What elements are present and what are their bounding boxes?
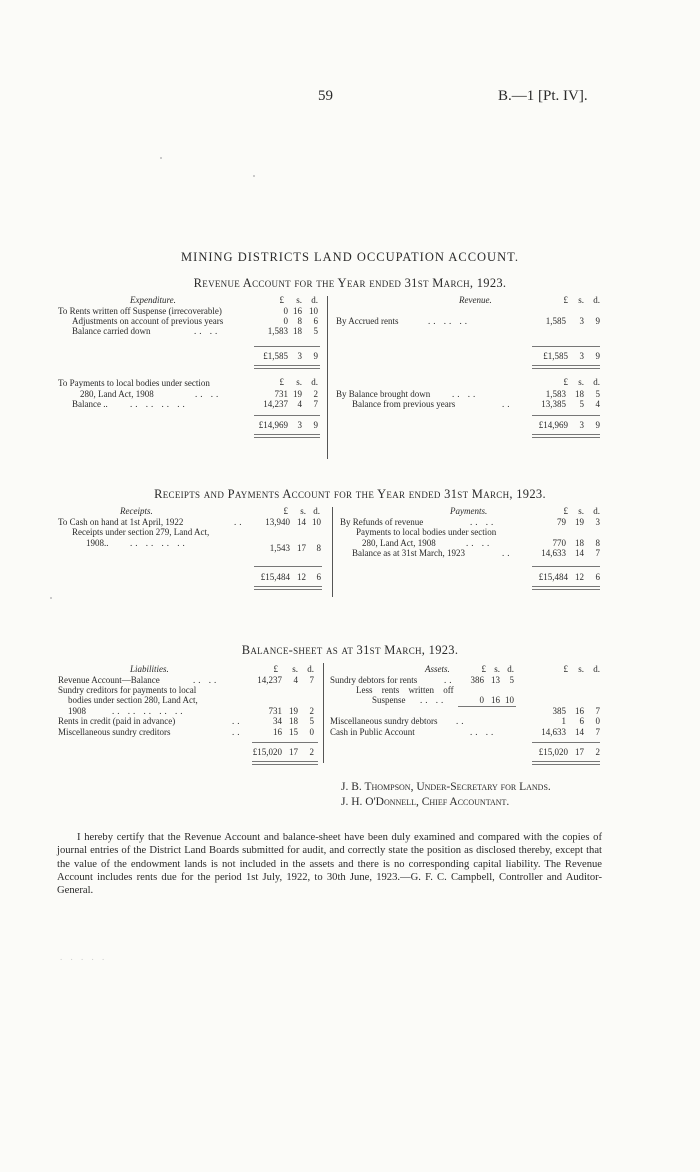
account-title: MINING DISTRICTS LAND OCCUPATION ACCOUNT. bbox=[181, 250, 519, 264]
amount-shillings: 14 bbox=[575, 548, 584, 558]
leader-dots: .. .. bbox=[195, 389, 222, 399]
inner-pence: 10 bbox=[505, 695, 514, 705]
subtotal-rule bbox=[458, 706, 516, 707]
currency-shilling: s. bbox=[578, 295, 584, 305]
total-pence: 9 bbox=[595, 351, 600, 361]
receipts-payments-heading bbox=[0, 487, 700, 502]
inner-pounds: 386 bbox=[470, 675, 484, 685]
leader-dots: .. bbox=[502, 399, 513, 409]
amount-pounds: 731 bbox=[274, 389, 288, 399]
entry-text: Balance from previous years bbox=[352, 399, 456, 409]
entry-text: Miscellaneous sundry debtors bbox=[330, 716, 438, 726]
total-rule bbox=[254, 346, 320, 347]
leader-dots: .. .. .. bbox=[428, 316, 470, 326]
total-rule bbox=[254, 566, 322, 567]
receipts-heading-text: Receipts and Payments Account for the Year ended 31st March, 1923. bbox=[154, 487, 546, 501]
amount-shillings: 18 bbox=[293, 326, 302, 336]
inner-pounds: 0 bbox=[479, 695, 484, 705]
total-pounds: £1,585 bbox=[263, 351, 288, 361]
amount-pounds: 13,385 bbox=[541, 399, 566, 409]
amount-pence: 10 bbox=[309, 306, 318, 316]
currency-pence: d. bbox=[311, 377, 318, 387]
amount-pence: 8 bbox=[316, 543, 321, 553]
total-pence: 9 bbox=[595, 420, 600, 430]
amount-pence: 4 bbox=[595, 399, 600, 409]
total-shillings: 12 bbox=[297, 572, 306, 582]
total-shillings: 12 bbox=[575, 572, 584, 582]
amount-shillings: 19 bbox=[289, 706, 298, 716]
entry-text: Balance .. bbox=[72, 399, 108, 409]
amount-pence: 2 bbox=[313, 389, 318, 399]
amount-shillings: 19 bbox=[293, 389, 302, 399]
total-double-rule bbox=[252, 761, 318, 765]
amount-pence: 7 bbox=[313, 399, 318, 409]
leader-dots: .. .. .. .. .. bbox=[112, 706, 186, 716]
total-shillings: 17 bbox=[289, 747, 298, 757]
amount-shillings: 16 bbox=[293, 306, 302, 316]
amount-pence: 2 bbox=[309, 706, 314, 716]
amount-shillings: 14 bbox=[297, 517, 306, 527]
currency-shilling: s. bbox=[494, 664, 500, 674]
amount-pence: 7 bbox=[595, 727, 600, 737]
amount-shillings: 18 bbox=[289, 716, 298, 726]
entry-text: Less rents written off bbox=[356, 685, 454, 695]
amount-pence: 5 bbox=[309, 716, 314, 726]
balance-heading-text: Balance-sheet as at 31st March, 1923. bbox=[241, 643, 459, 657]
balance-divider bbox=[323, 663, 324, 763]
amount-pounds: 79 bbox=[557, 517, 566, 527]
leader-dots: .. bbox=[502, 548, 513, 558]
amount-pence: 7 bbox=[595, 706, 600, 716]
inner-shillings: 16 bbox=[491, 695, 500, 705]
leader-dots: .. .. bbox=[470, 517, 497, 527]
entry-text: 1908.. bbox=[86, 538, 109, 548]
leader-dots: .. .. bbox=[193, 675, 220, 685]
amount-pence: 10 bbox=[312, 517, 321, 527]
expenditure-label: Expenditure. bbox=[130, 295, 176, 305]
speck bbox=[160, 157, 162, 159]
amount-pounds: 1,583 bbox=[267, 326, 288, 336]
revenue-heading-text: Revenue Account for the Year ended 31st March, 1923. bbox=[193, 276, 507, 290]
signature-block bbox=[341, 780, 551, 810]
currency-pound: £ bbox=[563, 377, 568, 387]
amount-shillings: 8 bbox=[297, 316, 302, 326]
entry-text: 1908 bbox=[68, 706, 86, 716]
amount-shillings: 3 bbox=[579, 316, 584, 326]
amount-pence: 0 bbox=[595, 716, 600, 726]
entry-text: By Refunds of revenue bbox=[340, 517, 424, 527]
leader-dots: .. .. .. .. bbox=[130, 538, 188, 548]
amount-shillings: 19 bbox=[575, 517, 584, 527]
total-rule bbox=[532, 742, 600, 743]
leader-dots: .. bbox=[444, 675, 455, 685]
leader-dots: .. .. .. .. bbox=[130, 399, 188, 409]
entry-text: 280, Land Act, 1908 bbox=[362, 538, 436, 548]
entry-text: Balance carried down bbox=[72, 326, 151, 336]
currency-pound: £ bbox=[481, 664, 486, 674]
page-number: 59 bbox=[318, 88, 333, 104]
total-pence: 2 bbox=[595, 747, 600, 757]
total-pence: 6 bbox=[595, 572, 600, 582]
total-rule bbox=[532, 566, 600, 567]
amount-pounds: 770 bbox=[552, 538, 566, 548]
amount-pence: 9 bbox=[595, 316, 600, 326]
total-pence: 9 bbox=[313, 351, 318, 361]
entry-text: Revenue Account—Balance bbox=[58, 675, 160, 685]
total-double-rule bbox=[532, 586, 600, 590]
total-rule bbox=[252, 742, 318, 743]
amount-pounds: 0 bbox=[283, 306, 288, 316]
liabilities-label: Liabilities. bbox=[130, 664, 169, 674]
currency-shilling: s. bbox=[578, 506, 584, 516]
amount-pounds: 34 bbox=[273, 716, 282, 726]
signature-odonnell: J. H. O'Donnell, Chief Accountant. bbox=[341, 796, 510, 808]
total-double-rule bbox=[532, 365, 600, 369]
revenue-label: Revenue. bbox=[459, 295, 492, 305]
amount-shillings: 18 bbox=[575, 389, 584, 399]
entry-text: Payments to local bodies under section bbox=[356, 527, 497, 537]
entry-text: bodies under section 280, Land Act, bbox=[68, 695, 198, 705]
speck bbox=[50, 597, 52, 599]
amount-pence: 0 bbox=[309, 727, 314, 737]
total-pence: 2 bbox=[309, 747, 314, 757]
entry-text: Sundry debtors for rents bbox=[330, 675, 418, 685]
entry-text: To Rents written off Suspense (irrecoverable) bbox=[58, 306, 222, 316]
revenue-account-heading bbox=[0, 276, 700, 291]
entry-text: Rents in credit (paid in advance) bbox=[58, 716, 176, 726]
total-rule bbox=[532, 415, 600, 416]
currency-pound: £ bbox=[279, 377, 284, 387]
currency-pence: d. bbox=[311, 295, 318, 305]
total-double-rule bbox=[254, 586, 322, 590]
amount-pounds: 385 bbox=[552, 706, 566, 716]
total-shillings: 3 bbox=[297, 420, 302, 430]
receipts-divider bbox=[332, 507, 333, 597]
currency-pound: £ bbox=[563, 506, 568, 516]
total-pounds: £15,484 bbox=[538, 572, 568, 582]
leader-dots: .. bbox=[232, 727, 243, 737]
leader-dots: .. .. bbox=[420, 695, 447, 705]
signature-thompson: J. B. Thompson, Under-Secretary for Lands. bbox=[341, 781, 551, 793]
amount-pence: 7 bbox=[309, 675, 314, 685]
entry-text: 280, Land Act, 1908 bbox=[80, 389, 154, 399]
receipts-label: Receipts. bbox=[120, 506, 153, 516]
amount-pence: 8 bbox=[595, 538, 600, 548]
total-shillings: 3 bbox=[579, 420, 584, 430]
currency-pence: d. bbox=[307, 664, 314, 674]
amount-pence: 6 bbox=[313, 316, 318, 326]
leader-dots: .. bbox=[232, 716, 243, 726]
currency-pound: £ bbox=[283, 506, 288, 516]
total-pounds: £15,020 bbox=[252, 747, 282, 757]
amount-shillings: 4 bbox=[293, 675, 298, 685]
assets-label: Assets. bbox=[425, 664, 450, 674]
leader-dots: .. .. bbox=[466, 538, 493, 548]
currency-shilling: s. bbox=[292, 664, 298, 674]
amount-pounds: 1 bbox=[561, 716, 566, 726]
total-pounds: £15,484 bbox=[260, 572, 290, 582]
balance-sheet-heading bbox=[0, 643, 700, 658]
amount-shillings: 6 bbox=[579, 716, 584, 726]
amount-pounds: 14,633 bbox=[541, 548, 566, 558]
currency-shilling: s. bbox=[296, 377, 302, 387]
amount-shillings: 14 bbox=[575, 727, 584, 737]
currency-pence: d. bbox=[507, 664, 514, 674]
total-pounds: £14,969 bbox=[538, 420, 568, 430]
currency-pound: £ bbox=[273, 664, 278, 674]
entry-text: By Balance brought down bbox=[336, 389, 431, 399]
total-pounds: £1,585 bbox=[543, 351, 568, 361]
currency-pence: d. bbox=[593, 506, 600, 516]
total-rule bbox=[532, 346, 600, 347]
total-pounds: £15,020 bbox=[538, 747, 568, 757]
currency-pence: d. bbox=[313, 506, 320, 516]
amount-pounds: 16 bbox=[273, 727, 282, 737]
currency-pence: d. bbox=[593, 664, 600, 674]
leader-dots: .. .. bbox=[452, 389, 479, 399]
amount-pounds: 1,585 bbox=[545, 316, 566, 326]
currency-shilling: s. bbox=[300, 506, 306, 516]
faint-marks: . . . . . bbox=[60, 952, 108, 962]
total-shillings: 3 bbox=[579, 351, 584, 361]
leader-dots: .. bbox=[456, 716, 467, 726]
currency-shilling: s. bbox=[578, 377, 584, 387]
entry-text: Sundry creditors for payments to local bbox=[58, 685, 197, 695]
amount-pounds: 14,237 bbox=[263, 399, 288, 409]
audit-certificate: I hereby certify that the Revenue Account and balance-sheet have been duly examined and compared with the copies of journal entries of the District Land Boards submitted for audit, and correctly state the position as disclosed thereby, except that the value of the endowment lands is not included in the assets and there is no corresponding capital liability. The Revenue Account includes rents due for the period 1st July, 1922, to 30th June, 1923.—G. F. C. Campbell, Controller and Auditor-General. bbox=[57, 832, 602, 897]
amount-pence: 5 bbox=[313, 326, 318, 336]
amount-shillings: 15 bbox=[289, 727, 298, 737]
revenue-divider bbox=[327, 296, 328, 459]
payments-label: Payments. bbox=[450, 506, 488, 516]
entry-text: Balance as at 31st March, 1923 bbox=[352, 548, 465, 558]
currency-pound: £ bbox=[563, 295, 568, 305]
amount-pence: 7 bbox=[595, 548, 600, 558]
amount-shillings: 5 bbox=[579, 399, 584, 409]
amount-pence: 3 bbox=[595, 517, 600, 527]
total-double-rule bbox=[532, 761, 600, 765]
page-reference: B.—1 [Pt. IV]. bbox=[498, 88, 588, 104]
amount-pounds: 731 bbox=[268, 706, 282, 716]
inner-pence: 5 bbox=[509, 675, 514, 685]
leader-dots: .. .. bbox=[194, 326, 221, 336]
total-pence: 6 bbox=[316, 572, 321, 582]
total-pounds: £14,969 bbox=[258, 420, 288, 430]
amount-pounds: 13,940 bbox=[265, 517, 290, 527]
entry-text: Suspense bbox=[372, 695, 406, 705]
amount-pounds: 0 bbox=[283, 316, 288, 326]
entry-text: By Accrued rents bbox=[336, 316, 399, 326]
amount-shillings: 17 bbox=[297, 543, 306, 553]
currency-shilling: s. bbox=[296, 295, 302, 305]
currency-pence: d. bbox=[593, 377, 600, 387]
leader-dots: .. .. bbox=[470, 727, 497, 737]
total-rule bbox=[254, 415, 320, 416]
entry-text: Miscellaneous sundry creditors bbox=[58, 727, 171, 737]
total-shillings: 17 bbox=[575, 747, 584, 757]
entry-text: Receipts under section 279, Land Act, bbox=[72, 527, 210, 537]
amount-shillings: 16 bbox=[575, 706, 584, 716]
currency-pound: £ bbox=[563, 664, 568, 674]
total-double-rule bbox=[254, 434, 320, 438]
total-pence: 9 bbox=[313, 420, 318, 430]
inner-shillings: 13 bbox=[491, 675, 500, 685]
currency-shilling: s. bbox=[578, 664, 584, 674]
amount-pence: 5 bbox=[595, 389, 600, 399]
amount-pounds: 14,237 bbox=[257, 675, 282, 685]
amount-pounds: 1,583 bbox=[545, 389, 566, 399]
amount-pounds: 14,633 bbox=[541, 727, 566, 737]
total-double-rule bbox=[532, 434, 600, 438]
amount-shillings: 18 bbox=[575, 538, 584, 548]
total-double-rule bbox=[254, 365, 320, 369]
entry-text: To Cash on hand at 1st April, 1922 bbox=[58, 517, 184, 527]
entry-text: To Payments to local bodies under section bbox=[58, 378, 210, 388]
entry-text: Adjustments on account of previous years bbox=[72, 316, 224, 326]
currency-pence: d. bbox=[593, 295, 600, 305]
total-shillings: 3 bbox=[297, 351, 302, 361]
amount-shillings: 4 bbox=[297, 399, 302, 409]
currency-pound: £ bbox=[279, 295, 284, 305]
amount-pounds: 1,543 bbox=[269, 543, 290, 553]
entry-text: Cash in Public Account bbox=[330, 727, 415, 737]
leader-dots: .. bbox=[234, 517, 245, 527]
speck bbox=[253, 175, 255, 177]
